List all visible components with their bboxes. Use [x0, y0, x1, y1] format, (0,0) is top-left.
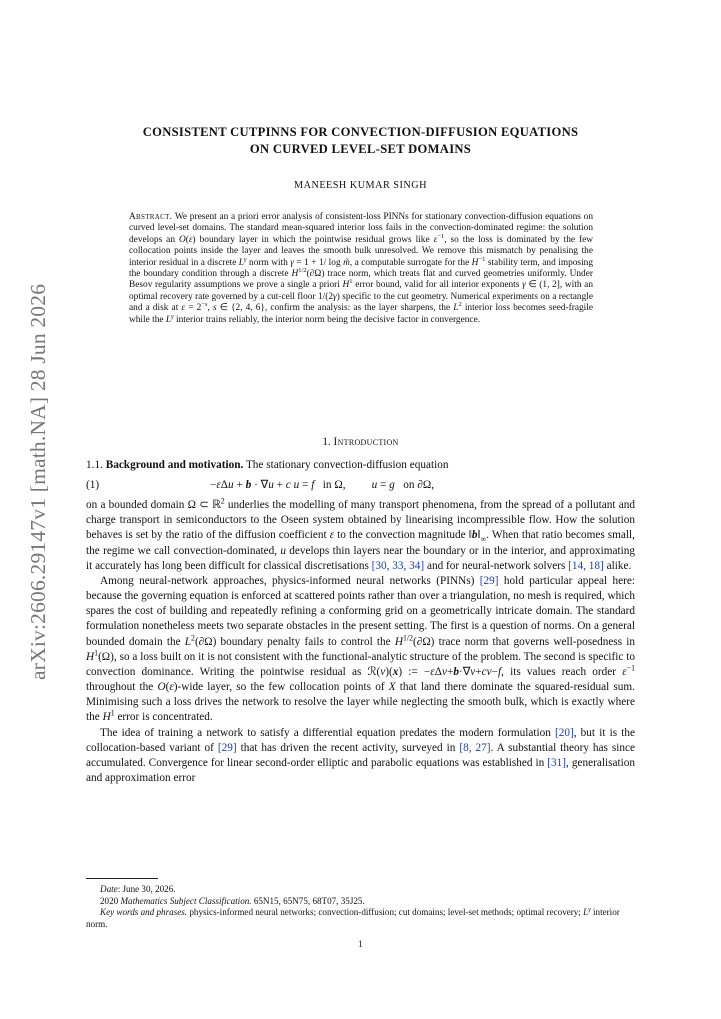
abstract-label: Abstract.: [129, 212, 173, 222]
footnote-msc: 2020 Mathematics Subject Classification. 65N15, 65N75, 68T07, 35J25.: [100, 895, 365, 906]
equation-number: (1): [86, 479, 100, 492]
citation-link[interactable]: [29]: [217, 741, 237, 754]
paragraph-3: The idea of training a network to satisfy a differential equation predates the modern formulation [20], but it is the collocation-based variant of [29] that has driven the recent activity, surveyed in [8, 27]. A substantial theory has since accumulated. Convergence for linear second-order elliptic and parabolic equations was established in [31], generalisation and approximation error: [86, 726, 636, 784]
citation-link[interactable]: [30, 33, 34]: [371, 559, 425, 572]
paragraph-1: on a bounded domain Ω ⊂ ℝ$^2$ underlies the modelling of many transport phenomena, from the spread of a pollutant and charge transport in semiconductors to the Oseen system obtained by linearising incompressible flow. How the solution behaves is set by the ratio of the diffusion coefficient ε to the convection magnitude $‖b‖_\infty$. When that ratio becomes small, the regime we call convection-dominated, u develops thin layers near the boundary or in the interior, and approximating it accurately has long been difficult for classical discretisations [30, 33, 34] and for neural-network solvers [14, 18] alike.: [86, 496, 636, 572]
paragraph-2: Among neural-network approaches, physics-informed neural networks (PINNs) [29] hold particular appeal here: because the governing equation is enforced at scattered points rather than over a triangulation, no mesh is required, which spares the cost of building and repeatedly refining a conforming grid on a geometrically intricate domain. The standard formulation nonetheless meets two separate obstacles in the present setting. The first is a question of norms. On a general bounded domain the $L^2(\partial\Omega)$ boundary penalty fails to control the $H^{1/2}(\partial\Omega)$ trace norm that governs well-posedness in $H^1(\Omega)$, so a loss built on it is not consistent with the functional-analytic structure of the problem. The second is specific to convection dominance. Writing the pointwise residual as ℛ(v)(x) := −εΔv+b·∇v+cv−f, its values reach order $\varepsilon^{-1}$ throughout the O(ε)-wide layer, so the few collocation points of X that land there dominate the squared-residual sum. Minimising such a loss drives the network to resolve the layer while neglecting the smooth bulk, which is exactly where the $H^1$ error is concentrated.: [86, 574, 636, 724]
abstract: Abstract. We present an a priori error analysis of consistent-loss PINNs for stationary convection-diffusion equations on curved level-set domains. The standard mean-squared interior loss fails in the convection-dominated regime: the solution develops an O(ε) boundary layer in which the pointwise residual grows like $\varepsilon^{-1}$, so the loss is dominated by the few collocation points inside the layer and leaves the smooth bulk unresolved. We remove this mismatch by penalising the interior residual in a discrete $L^\gamma$ norm with γ = 1 + 1/ log m̃, a computable surrogate for the $H^{-1}$ stability term, and imposing the boundary condition through a discrete $H^{1/2}(\partial\Omega)$ trace norm, which treats flat and curved geometries uniformly. Under Besov regularity assumptions we prove a single a priori $H^1$ error bound, valid for all interior exponents γ ∈ (1, 2], with an optimal recovery rate governed by a cut-cell floor 1/(2γ) specific to the cut geometry. Numerical experiments on a rectangle and a disk at $\varepsilon = 2^{-s}$, s ∈ {2, 4, 6}, confirm the analysis: as the layer sharpens, the $L^2$ interior loss becomes seed-fragile while the $L^\gamma$ interior trains reliably, the interior norm being the decisive factor in convergence.: [129, 212, 594, 325]
citation-link[interactable]: [14, 18]: [568, 559, 604, 572]
equation-1: [86, 475, 635, 498]
arxiv-identifier[interactable]: arXiv:2606.29147v1 [math.NA] 28 Jun 2026: [26, 283, 50, 680]
subsection-intro: 1.1. Background and motivation. The stationary convection-diffusion equation: [86, 459, 449, 471]
citation-link[interactable]: [31]: [547, 756, 567, 769]
paper-title: [86, 124, 635, 158]
subsection-title: Background and motivation.: [105, 459, 244, 471]
paper-title-line-1: CONSISTENT CUTPINNS FOR CONVECTION-DIFFUSION EQUATIONS: [142, 125, 579, 139]
citation-link[interactable]: [8, 27]: [459, 741, 491, 754]
section-heading: 1. Introduction: [322, 436, 399, 448]
equation-body: −εΔu + b · ∇u + c u = f in Ω, u = g on ∂Ω,: [210, 479, 435, 492]
footnotes: [86, 884, 635, 930]
paper-title-line-2: ON CURVED LEVEL-SET DOMAINS: [249, 142, 472, 156]
paper-author: MANEESH KUMAR SINGH: [294, 180, 427, 191]
citation-link[interactable]: [20]: [554, 726, 574, 739]
footnote-keywords: Key words and phrases. physics-informed neural networks; convection-diffusion; cut domains; level-set methods; optimal recovery; $L^\gamma$ interior norm.: [86, 906, 620, 929]
body-text: [86, 458, 635, 786]
citation-link[interactable]: [29]: [479, 574, 499, 587]
page-number: 1: [358, 940, 363, 950]
footnote-date: Date: June 30, 2026.: [100, 884, 176, 894]
footnote-rule: [86, 878, 158, 879]
subsection-number: 1.1.: [86, 459, 103, 471]
